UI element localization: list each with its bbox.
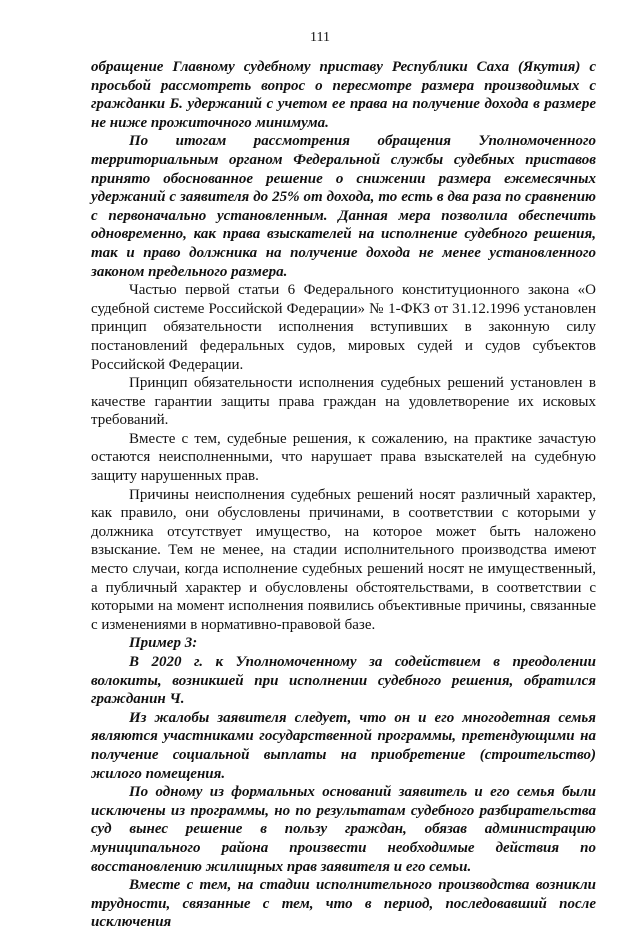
page-number: 111 <box>310 30 330 45</box>
paragraph-non-execution-reasons: Причины неисполнения судебных решений носят различный характер, как правило, они обусловлены причинами, в соответствии с которыми у должника отсутствует имущество, на которое может быть наложено взыскание. Тем не менее, на стадии исполнительного производства имеют место случаи, когда исполнение судебных решений носят не имущественный, а публичный характер и обусловлены обстоятельствами, в соответствии с которыми на момент исполнения появились объективные причины, связанные с изменениями в нормативно-правовой базе. <box>91 486 596 633</box>
paragraph-bailiff-decision: По итогам рассмотрения обращения Уполномоченного территориальным органом Федеральной службы судебных приставов принято обоснованное решение о снижении размера ежемесячных удержаний с заявителя до 25% от дохода, то есть в два раза по сравнению с первоначально установленным. Данная мера позволила обеспечить одновременно, как права взыскателей на исполнение судебного решения, так и право должника на получение дохода не менее установленного законом предельного размера. <box>91 133 596 280</box>
document-body <box>91 58 596 932</box>
example-label: Пример 3: <box>129 635 198 652</box>
paragraph-court-ruling: По одному из формальных оснований заявитель и его семья были исключены из программы, но по результатам судебного разбирательства суд вынес решение в пользу граждан, обязав администрацию муниципального района произвести необходимые действия по восстановлению жилищных прав заявителя и его семьи. <box>91 784 596 875</box>
paragraph-complaint: Из жалобы заявителя следует, что он и его многодетная семья являются участниками государственной программы, претендующими на получение социальной выплаты на приобретение (строительство) жилого помещения. <box>91 709 596 782</box>
paragraph-example-intro: В 2020 г. к Уполномоченному за содействием в преодолении волокиты, возникшей при исполнении судебного решения, обратился гражданин Ч. <box>91 654 596 708</box>
paragraph-unexecuted-decisions: Вместе с тем, судебные решения, к сожалению, на практике зачастую остаются неисполненными, что нарушает права взыскателей на судебную защиту нарушенных прав. <box>91 430 596 485</box>
paragraph-constitutional-law: Частью первой статьи 6 Федерального конституционного закона «О судебной системе Российской Федерации» № 1-ФКЗ от 31.12.1996 установлен принцип обязательности исполнения вступивших в законную силу постановлений федеральных судов, мировых судей и судов субъектов Российской Федерации. <box>91 282 596 373</box>
paragraph-debtor-request: обращение Главному судебному приставу Республики Саха (Якутия) с просьбой рассмотреть вопрос о пересмотре размера производимых с гражданки Б. удержаний с учетом ее права на получение дохода в размере не ниже прожиточного минимума. <box>91 59 596 131</box>
paragraph-binding-principle: Принцип обязательности исполнения судебных решений установлен в качестве гарантии защиты права граждан на удовлетворение их исковых требований. <box>91 375 596 429</box>
paragraph-enforcement-difficulties: Вместе с тем, на стадии исполнительного производства возникли трудности, связанные с тем, что в период, последовавший после исключения <box>91 877 596 931</box>
